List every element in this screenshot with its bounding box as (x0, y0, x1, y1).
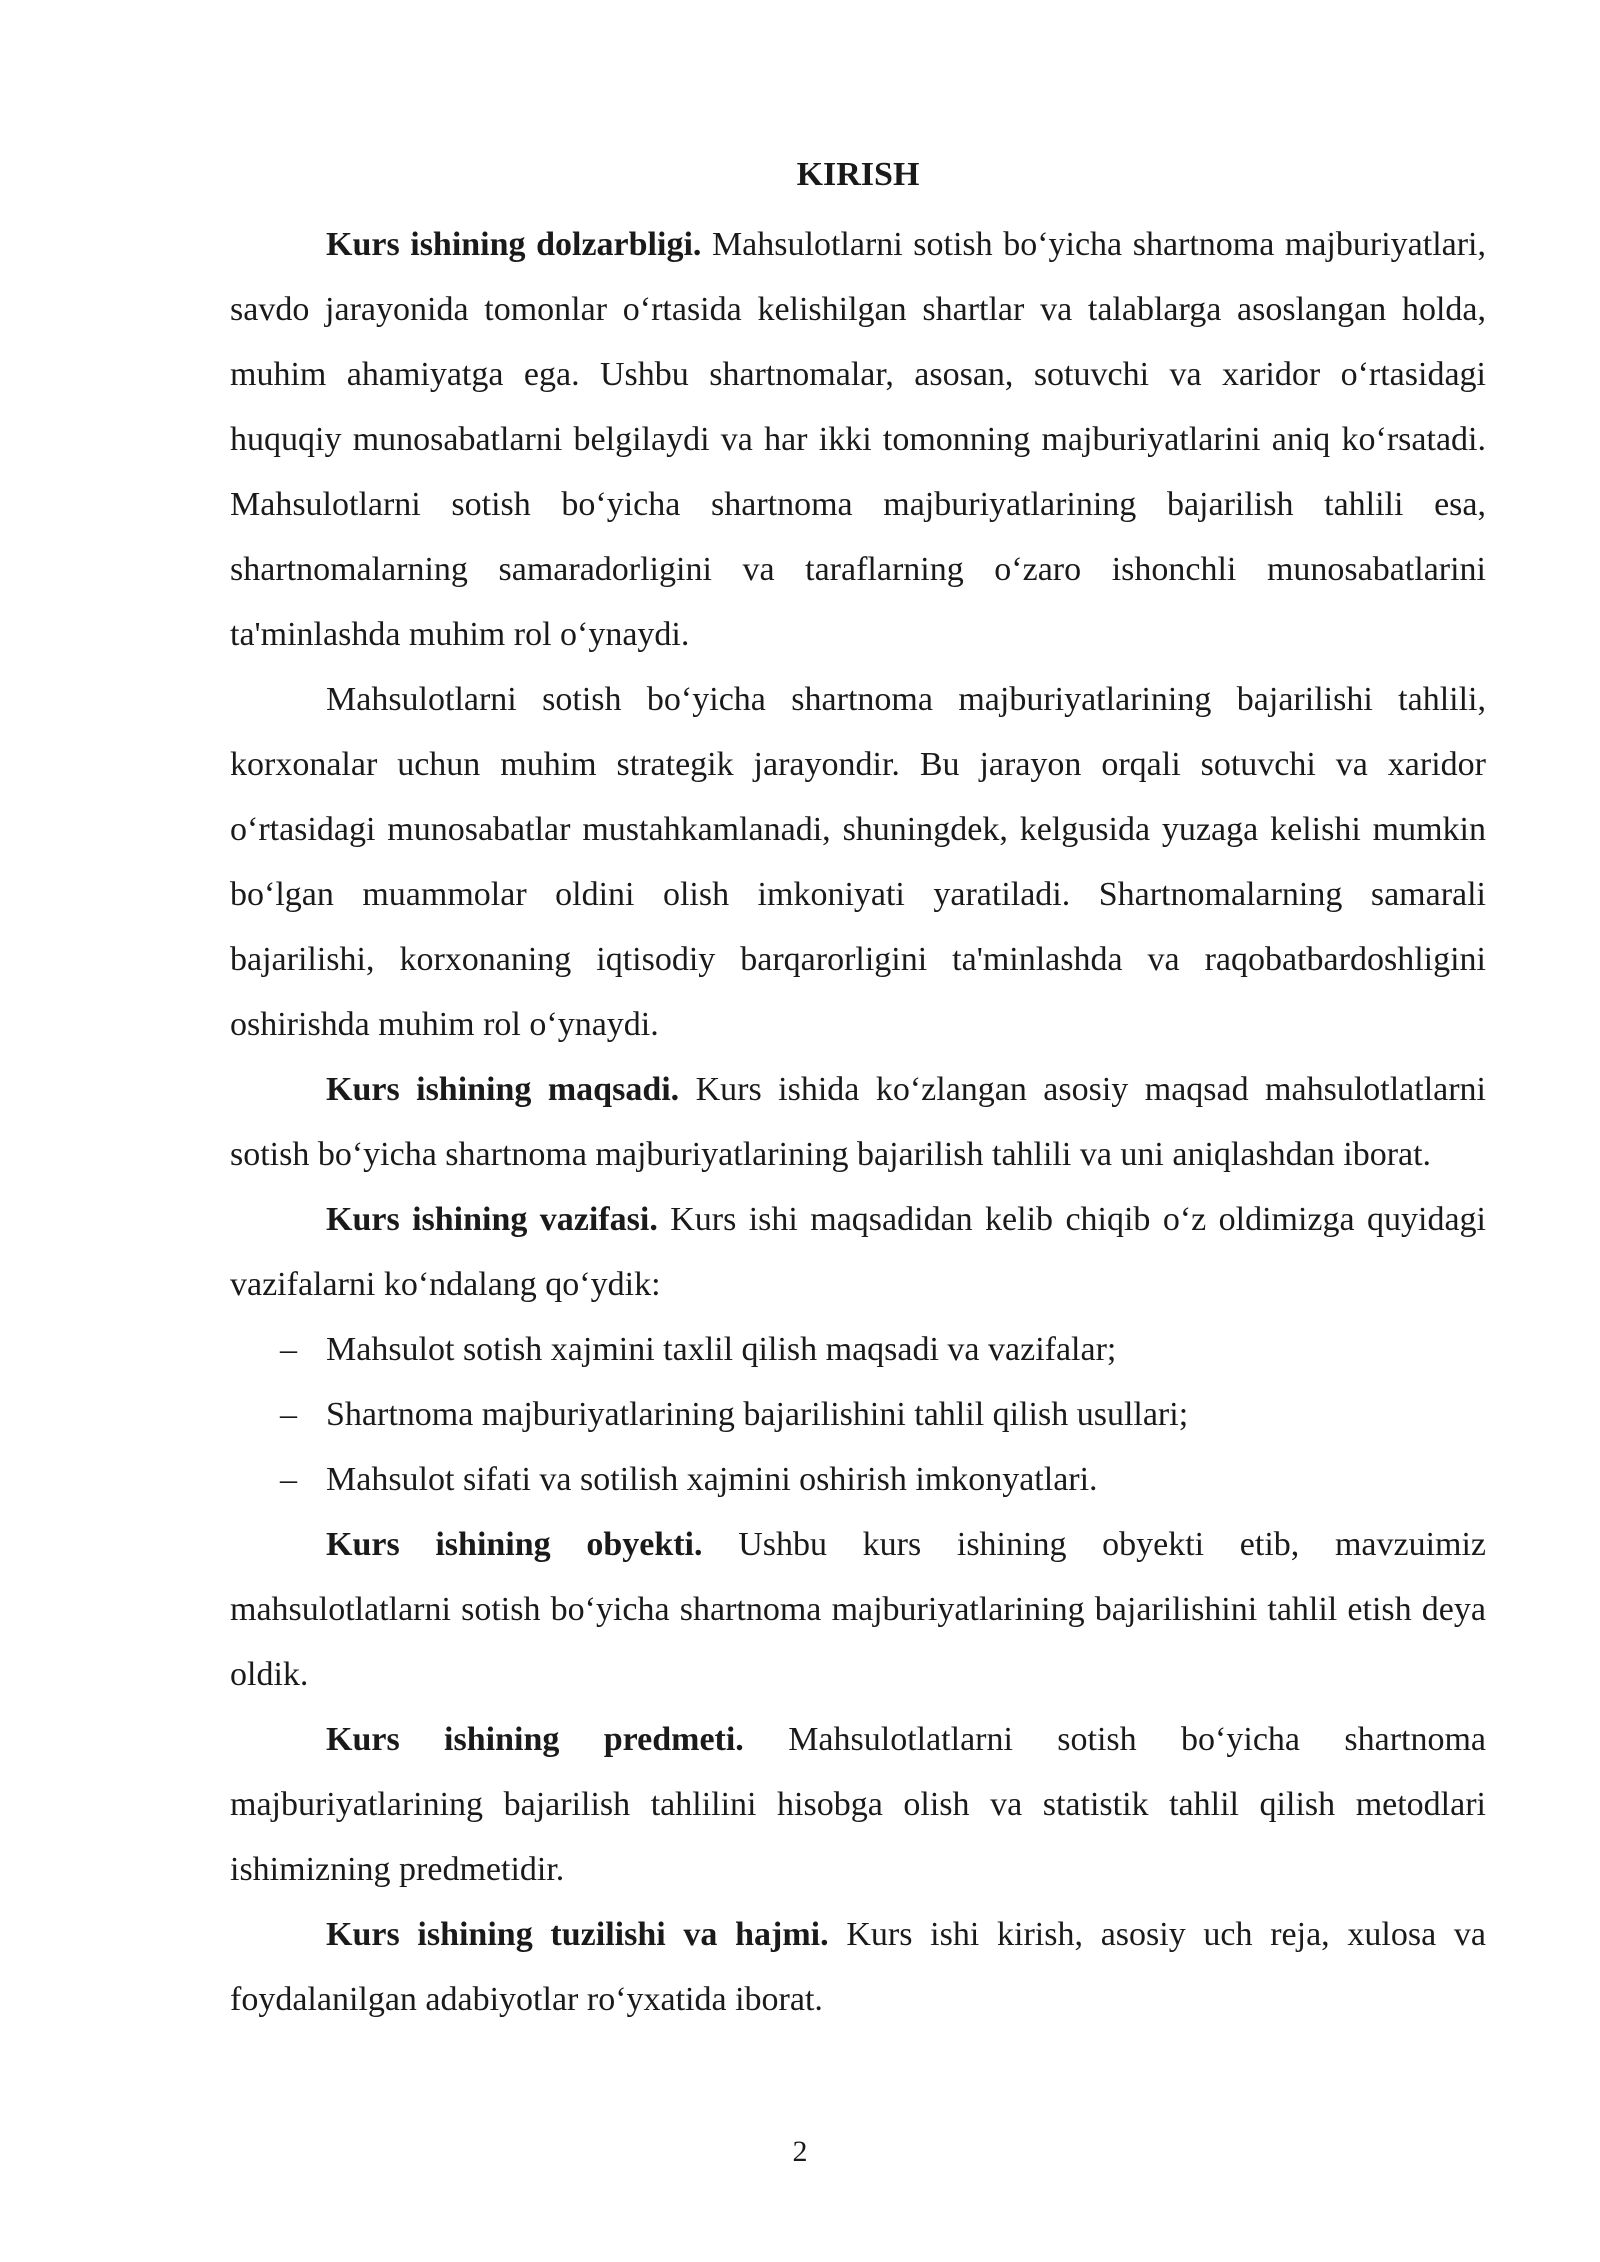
task-list (230, 1317, 1486, 1512)
document-page (230, 148, 1486, 2032)
paragraph-structure (230, 1902, 1486, 2032)
paragraph-relevance-continued (230, 667, 1486, 1057)
paragraph-text: Kurs ishi maqsadidan kelib chiqib o‘z oldimizga quyidagi vazifalarni ko‘ndalang qo‘ydik: (230, 1201, 1486, 1303)
paragraph-text: Kurs ishi kirish, asosiy uch reja, xulosa va foydalanilgan adabiyotlar ro‘yxatida iborat. (230, 1916, 1486, 2018)
paragraph-text: Kurs ishida ko‘zlangan asosiy maqsad mahsulotlatlarni sotish bo‘yicha shartnoma majburiyatlarining bajarilish tahlili va uni aniqlashdan iborat. (230, 1071, 1486, 1173)
paragraph-object (230, 1512, 1486, 1707)
paragraph-lead: Kurs ishining tuzilishi va hajmi. (326, 1916, 829, 1953)
paragraph-lead: Kurs ishining dolzarbligi. (326, 226, 702, 263)
paragraph-lead: Kurs ishining maqsadi. (326, 1071, 680, 1108)
paragraph-tasks (230, 1187, 1486, 1317)
dash-bullet: – (280, 1461, 297, 1498)
list-item (230, 1317, 1486, 1382)
page-title: KIRISH (796, 156, 920, 193)
dash-bullet: – (280, 1396, 297, 1433)
paragraph-text: Mahsulotlarni sotish bo‘yicha shartnoma majburiyatlarining bajarilishi tahlili, korxonalar uchun muhim strategik jarayondir. Bu jarayon orqali sotuvchi va xaridor o‘rtasidagi munosabatlar mustahkamlanadi, shuningdek, kelgusida yuzaga kelishi mumkin bo‘lgan muammolar oldini olish imkoniyati yaratiladi. Shartnomalarning samarali bajarilishi, korxonaning iqtisodiy barqarorligini ta'minlashda va raqobatbardoshligini oshirishda muhim rol o‘ynaydi. (230, 681, 1486, 1043)
paragraph-goal (230, 1057, 1486, 1187)
list-item (230, 1447, 1486, 1512)
list-item (230, 1382, 1486, 1447)
paragraph-lead: Kurs ishining obyekti. (326, 1526, 703, 1563)
paragraph-subject (230, 1707, 1486, 1902)
paragraph-text: Ushbu kurs ishining obyekti etib, mavzuimiz mahsulotlatlarni sotish bo‘yicha shartnoma majburiyatlarining bajarilishini tahlil etish deya oldik. (230, 1526, 1487, 1693)
list-item-text: Shartnoma majburiyatlarining bajarilishini tahlil qilish usullari; (326, 1396, 1189, 1433)
paragraph-text: Mahsulotlatlarni sotish bo‘yicha shartnoma majburiyatlarining bajarilish tahlilini hisobga olish va statistik tahlil qilish metodlari ishimizning predmetidir. (230, 1721, 1487, 1888)
paragraph-lead: Kurs ishining vazifasi. (326, 1201, 658, 1238)
dash-bullet: – (280, 1331, 297, 1368)
page-number: 2 (792, 2135, 808, 2168)
paragraph-relevance (230, 212, 1486, 667)
list-item-text: Mahsulot sotish xajmini taxlil qilish maqsadi va vazifalar; (326, 1331, 1117, 1368)
paragraph-text: Mahsulotlarni sotish bo‘yicha shartnoma majburiyatlari, savdo jarayonida tomonlar o‘rtasida kelishilgan shartlar va talablarga asoslangan holda, muhim ahamiyatga ega. Ushbu shartnomalar, asosan, sotuvchi va xaridor o‘rtasidagi huquqiy munosabatlarni belgilaydi va har ikki tomonning majburiyatlarini aniq ko‘rsatadi. Mahsulotlarni sotish bo‘yicha shartnoma majburiyatlarining bajarilish tahlili esa, shartnomalarning samaradorligini va taraflarning o‘zaro ishonchli munosabatlarini ta'minlashda muhim rol o‘ynaydi. (230, 226, 1486, 653)
list-item-text: Mahsulot sifati va sotilish xajmini oshirish imkonyatlari. (326, 1461, 1098, 1498)
paragraph-lead: Kurs ishining predmeti. (326, 1721, 744, 1758)
